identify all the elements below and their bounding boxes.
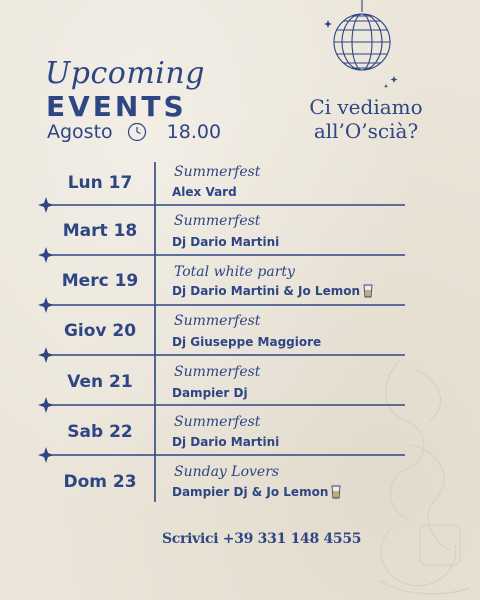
event-day-2: Mart 18 xyxy=(62,221,138,241)
title-events: EVENTS xyxy=(46,90,187,123)
title-upcoming: Upcoming xyxy=(45,56,205,91)
event-dj-5 xyxy=(172,386,248,400)
event-name-2: Summerfest xyxy=(174,213,261,229)
event-dj-7 xyxy=(172,485,342,499)
contact-phone[interactable]: Scrivici +39 331 148 4555 xyxy=(162,531,362,547)
event-dj-1-text: Alex Vard xyxy=(172,185,237,199)
event-name-6: Summerfest xyxy=(174,414,261,430)
event-dj-3 xyxy=(172,284,374,298)
event-dj-2-text: Dj Dario Martini xyxy=(172,235,280,249)
event-dj-6 xyxy=(172,435,279,449)
cup-icon xyxy=(362,284,374,298)
event-day-5: Ven 21 xyxy=(67,372,133,392)
event-name-1: Summerfest xyxy=(174,164,261,180)
event-name-4: Summerfest xyxy=(174,313,261,329)
event-dj-1 xyxy=(172,185,237,199)
event-day-7: Dom 23 xyxy=(63,472,137,492)
event-day-3: Merc 19 xyxy=(61,271,139,291)
event-name-3: Total white party xyxy=(174,264,295,280)
event-dj-5-text: Dampier Dj xyxy=(172,386,248,400)
tagline-line1: Ci vediamo xyxy=(309,95,423,119)
event-dj-2 xyxy=(172,235,279,249)
event-name-5: Summerfest xyxy=(174,364,261,380)
event-day-1: Lun 17 xyxy=(67,173,133,193)
event-dj-4 xyxy=(172,335,321,349)
cup-icon xyxy=(330,485,342,499)
event-name-7: Sunday Lovers xyxy=(174,464,280,480)
event-dj-3-text: Dj Dario Martini & Jo Lemon xyxy=(172,284,361,298)
event-dj-6-text: Dj Dario Martini xyxy=(172,435,280,449)
tagline-line2: all’O’scià? xyxy=(313,119,419,143)
time-label: 18.00 xyxy=(166,121,222,143)
event-day-4: Giov 20 xyxy=(63,321,137,341)
event-day-6: Sab 22 xyxy=(67,422,133,442)
event-dj-4-text: Dj Giuseppe Maggiore xyxy=(172,335,322,349)
event-dj-7-text: Dampier Dj & Jo Lemon xyxy=(172,485,329,499)
month-label: Agosto xyxy=(47,121,113,143)
